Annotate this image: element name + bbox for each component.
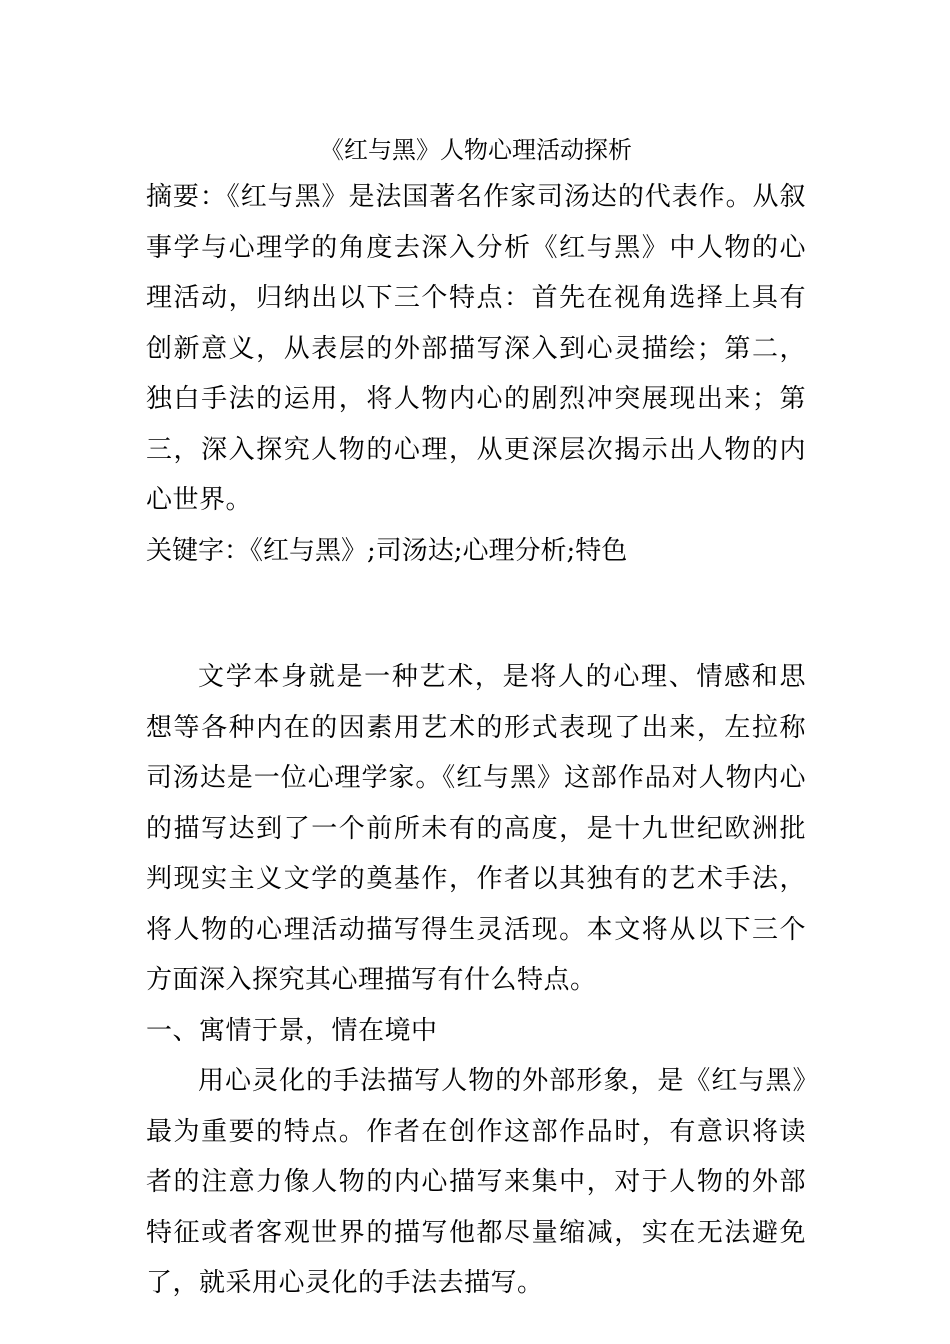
- section-heading: 一、寓情于景，情在境中: [146, 1015, 438, 1046]
- document-title: 《红与黑》人物心理活动探析: [320, 136, 632, 164]
- abstract-paragraph: 摘要：《红与黑》是法国著名作家司汤达的代表作。从叙事学与心理学的角度去深入分析《红与黑》中人物的心理活动，归纳出以下三个特点：首先在视角选择上具有创新意义，从表层的外部描写深入到心灵描绘；第二，独白手法的运用，将人物内心的剧烈冲突展现出来；第三，深入探究人物的心理，从更深层次揭示出人物的内心世界。: [146, 182, 806, 515]
- intro-paragraph: 文学本身就是一种艺术，是将人的心理、情感和思想等各种内在的因素用艺术的形式表现了出来，左拉称司汤达是一位心理学家。《红与黑》这部作品对人物内心的描写达到了一个前所未有的高度，是十九世纪欧洲批判现实主义文学的奠基作，作者以其独有的艺术手法，将人物的心理活动描写得生灵活现。本文将从以下三个方面深入探究其心理描写有什么特点。: [146, 662, 806, 995]
- section-paragraph: 用心灵化的手法描写人物的外部形象，是《红与黑》最为重要的特点。作者在创作这部作品时，有意识将读者的注意力像人物的内心描写来集中，对于人物的外部特征或者客观世界的描写他都尽量缩减，实在无法避免了，就采用心灵化的手法去描写。: [146, 1066, 806, 1298]
- section-spacer: [146, 576, 806, 652]
- document-body: [146, 128, 806, 1309]
- keywords-line: 关键字：《红与黑》;司汤达;心理分析;特色: [146, 535, 628, 566]
